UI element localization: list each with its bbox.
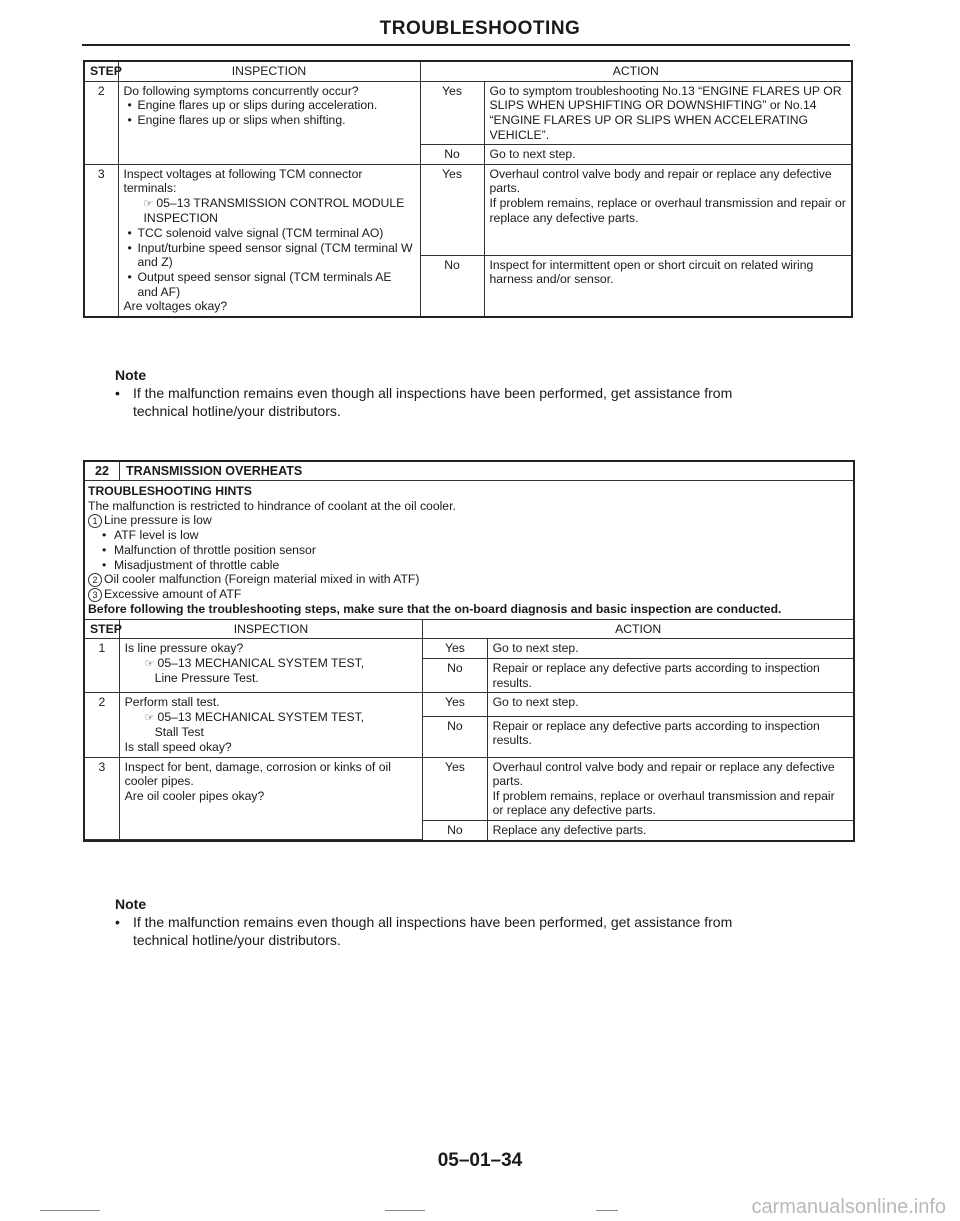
title-rule [82,44,850,46]
cause-2 [88,572,850,587]
inspection-table-1 [83,60,853,318]
inspection-cell [119,693,423,757]
inspection-table-2 [85,619,853,840]
step-number: 2 [84,81,118,164]
section-header [85,462,853,481]
yes-label: Yes [423,693,487,716]
inspection-bullet: • Engine flares up or slips during acceleration. [124,98,415,113]
no-action: Replace any defective parts. [487,821,853,840]
no-action: Repair or replace any defective parts according to inspection results. [487,716,853,757]
scan-artifact [385,1210,425,1211]
pointing-hand-icon: ☞ [144,712,155,725]
reference-line [125,656,418,671]
table-row [85,639,853,659]
hints-title: TROUBLESHOOTING HINTS [88,484,252,498]
inspection-text: Inspect for bent, damage, corrosion or kinks of oil cooler pipes. [124,759,391,789]
yes-action: Overhaul control valve body and repair or replace any defective parts. If problem remains, replace or overhaul transmission and repair or replace any defective parts. [484,164,852,255]
table-header-row [84,61,852,81]
inspection-bullet: • Input/turbine speed sensor signal (TCM terminal W and Z) [124,241,415,270]
circled-number: 3 [88,588,102,602]
reference-text: 05–13 TRANSMISSION CONTROL MODULE INSPECTION [143,196,405,226]
note-text: • If the malfunction remains even though all inspections have been performed, get assistance from technical hotline/your distributors. [115,914,783,950]
inspection-bullet: • Output speed sensor signal (TCM terminals AE and AF) [124,270,415,299]
inspection-cell [119,757,423,840]
yes-label: Yes [420,81,484,145]
table-row [85,693,853,716]
inspection-text: Is line pressure okay? [124,641,244,656]
inspection-question: Are oil cooler pipes okay? [124,788,265,803]
cause-sub: • Misadjustment of throttle cable [88,558,850,573]
step-header: STEP [85,619,119,639]
inspection-bullet: • Engine flares up or slips when shifting. [124,113,415,128]
inspection-question: Is stall speed okay? [124,739,232,754]
cause-sub: • Malfunction of throttle position sensor [88,543,850,558]
reference-text: 05–13 MECHANICAL SYSTEM TEST, [157,656,365,671]
section-title: TRANSMISSION OVERHEATS [126,464,303,478]
inspection-cell [118,164,420,316]
table-row [84,164,852,255]
table-row [85,757,853,821]
troubleshooting-hints [85,481,853,619]
step-number: 3 [84,164,118,316]
before-instructions: Before following the troubleshooting steps, make sure that the on-board diagnosis and basic inspection are conducted. [88,602,782,617]
inspection-text: Do following symptoms concurrently occur? [123,83,359,98]
no-label: No [423,821,487,840]
step-number: 3 [85,757,119,840]
no-label: No [420,145,484,165]
note-title: Note [115,367,147,383]
cause-1 [88,513,850,528]
yes-label: Yes [423,639,487,659]
note-title: Note [115,896,147,912]
scan-artifact [596,1210,618,1211]
no-action: Go to next step. [484,145,852,165]
cause-3 [88,587,850,602]
reference-line [124,196,415,226]
pointing-hand-icon: ☞ [144,658,155,671]
reference-text-2: Stall Test [154,725,204,740]
yes-action: Overhaul control valve body and repair or replace any defective parts. If problem remains, replace or overhaul transmission and repair or replace any defective parts. [487,757,853,821]
reference-text: 05–13 MECHANICAL SYSTEM TEST, [157,710,365,725]
no-label: No [423,659,487,693]
inspection-header: INSPECTION [119,619,423,639]
watermark: carmanualsonline.info [751,1196,946,1218]
inspection-text: Inspect voltages at following TCM connector terminals: [123,166,363,196]
scan-artifact [40,1210,100,1211]
inspection-cell [118,81,420,164]
cause-sub: • ATF level is low [88,528,850,543]
table-header-row [85,619,853,639]
cause-text: Excessive amount of ATF [104,587,242,602]
step-number: 2 [85,693,119,757]
yes-action: Go to next step. [487,639,853,659]
action-header: ACTION [420,61,852,81]
no-label: No [420,255,484,316]
note-text: • If the malfunction remains even though all inspections have been performed, get assistance from technical hotline/your distributors. [115,385,783,421]
reference-line [125,710,418,725]
step-number: 1 [85,639,119,693]
pointing-hand-icon: ☞ [143,198,154,211]
inspection-question: Are voltages okay? [123,299,228,314]
no-label: No [423,716,487,757]
yes-action: Go to next step. [487,693,853,716]
page-title: TROUBLESHOOTING [379,18,581,39]
page-number: 05–01–34 [437,1150,523,1171]
circled-number: 2 [88,573,102,587]
cause-text: Oil cooler malfunction (Foreign material mixed in with ATF) [104,572,420,587]
no-action: Inspect for intermittent open or short circuit on related wiring harness and/or sensor. [484,255,852,316]
yes-label: Yes [420,164,484,255]
section-22 [83,460,855,842]
yes-label: Yes [423,757,487,821]
reference-text-2: Line Pressure Test. [154,671,259,686]
inspection-cell [119,639,423,693]
no-action: Repair or replace any defective parts according to inspection results. [487,659,853,693]
section-number: 22 [85,462,120,480]
note-block [115,367,783,421]
inspection-bullet: • TCC solenoid valve signal (TCM terminal AO) [124,226,415,241]
note-block [115,896,783,950]
yes-action: Go to symptom troubleshooting No.13 “ENGINE FLARES UP OR SLIPS WHEN UPSHIFTING OR DOWNSHIFTING” or No.14 “ENGINE FLARES UP OR SLIPS WHEN ACCELERATING VEHICLE”. [484,81,852,145]
hints-intro: The malfunction is restricted to hindrance of coolant at the oil cooler. [88,498,456,513]
inspection-header: INSPECTION [118,61,420,81]
action-header: ACTION [423,619,853,639]
step-header: STEP [84,61,118,81]
circled-number: 1 [88,514,102,528]
cause-text: Line pressure is low [104,513,212,528]
inspection-text: Perform stall test. [124,695,220,710]
table-row [84,81,852,145]
